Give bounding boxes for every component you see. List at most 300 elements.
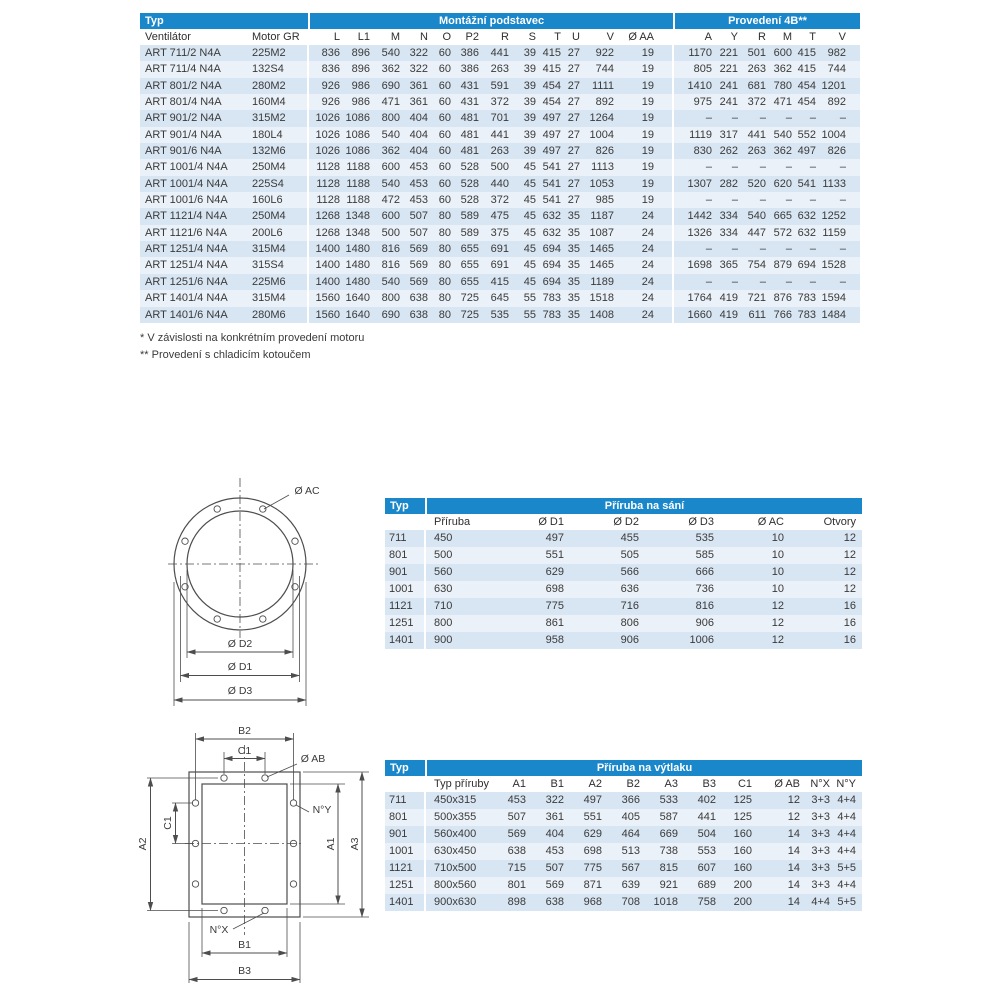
cell: ART 1001/6 N4A [145, 194, 228, 207]
cell: 45 [523, 161, 536, 174]
cell: 45 [523, 194, 536, 207]
cell: 415 [542, 47, 561, 59]
cell: 455 [620, 532, 639, 544]
cell: 10 [771, 566, 784, 578]
label-diameter-d3: Ø D3 [227, 685, 253, 697]
cell: 826 [595, 145, 614, 158]
cell: 900x630 [425, 894, 490, 911]
cell: 362 [773, 145, 792, 158]
cell: 694 [542, 243, 561, 256]
cell: 540 [773, 128, 792, 141]
cell: 365 [719, 259, 738, 272]
cell: 450 [425, 530, 490, 547]
cell: 386 [460, 47, 479, 59]
cell: 1268 [308, 225, 344, 241]
cell: 690 [381, 308, 400, 321]
cell: 500 [381, 226, 400, 239]
ac-leader-line [264, 495, 289, 509]
cell: – [759, 194, 766, 207]
cell: 587 [659, 811, 678, 823]
cell: 926 [308, 78, 344, 94]
cell: 10 [771, 532, 784, 544]
cell: 1348 [345, 210, 370, 223]
table-row [140, 290, 860, 306]
cell: 607 [697, 862, 716, 874]
cell: 1528 [821, 259, 846, 272]
cell: 3+3 [811, 828, 830, 840]
cell: 24 [641, 259, 654, 272]
cell: – [731, 275, 738, 288]
cell: 12 [843, 566, 856, 578]
cell: 1004 [821, 128, 846, 141]
column-header: M [770, 29, 796, 45]
cell: 19 [641, 96, 654, 109]
cell: 4+4 [837, 828, 856, 840]
suction-corner-typ: Typ [385, 498, 425, 514]
cell: 528 [460, 161, 479, 174]
label-a2: A2 [137, 837, 149, 851]
cell: 780 [773, 79, 792, 92]
cell: 14 [787, 862, 800, 874]
cell: 708 [621, 896, 640, 908]
bolt-holes [192, 775, 296, 914]
cell: 5+5 [837, 896, 856, 908]
cell: – [759, 161, 766, 174]
cell: 3+3 [811, 862, 830, 874]
cell: 454 [542, 96, 561, 109]
table-row [140, 110, 860, 126]
cell: – [731, 243, 738, 256]
cell: 454 [542, 79, 561, 92]
cell: 221 [719, 63, 738, 76]
cell: 505 [620, 549, 639, 561]
cell: – [731, 161, 738, 174]
cell: 60 [438, 47, 451, 59]
cell: 453 [409, 194, 428, 207]
cell: 801 [389, 811, 408, 823]
column-header: Otvory [788, 514, 862, 530]
label-ny: N°Y [312, 804, 332, 816]
suction-table-title: Příruba na sání [427, 498, 862, 514]
cell: – [839, 161, 846, 174]
cell: 16 [843, 600, 856, 612]
column-header: M [374, 29, 404, 45]
cell: 986 [351, 79, 370, 92]
cell: 263 [747, 145, 766, 158]
cell: 160 [733, 862, 752, 874]
cell: 27 [567, 63, 580, 76]
cell: ART 901/4 N4A [145, 128, 222, 141]
cell: 826 [827, 145, 846, 158]
column-header: T [796, 29, 820, 45]
suction-table-group-header [385, 498, 862, 514]
cell: 404 [545, 828, 564, 840]
cell: 16 [843, 617, 856, 629]
cell: 16 [843, 634, 856, 646]
table-row [385, 860, 862, 877]
table-row [385, 792, 862, 809]
cell: 263 [747, 63, 766, 76]
table-row [140, 45, 860, 61]
column-header: Ø AC [718, 514, 788, 530]
cell: 60 [438, 63, 451, 76]
cell: 540 [747, 210, 766, 223]
table-row [140, 127, 860, 143]
cell: 322 [409, 47, 428, 59]
table-row [140, 159, 860, 175]
cell: 892 [595, 96, 614, 109]
cell: ART 1251/4 N4A [145, 259, 228, 272]
cell: 14 [787, 845, 800, 857]
cell: 1480 [345, 259, 370, 272]
cell: 1086 [345, 112, 370, 125]
cell: 500x355 [425, 809, 490, 826]
cell: 132M6 [252, 145, 286, 158]
cell: – [839, 275, 846, 288]
cell: 14 [787, 879, 800, 891]
cell: 454 [797, 96, 816, 109]
discharge-table [385, 776, 862, 911]
cell: 27 [567, 47, 580, 59]
cell: 721 [747, 292, 766, 305]
cell: 80 [438, 292, 451, 305]
cell: 611 [748, 308, 766, 321]
cell: 1026 [308, 143, 344, 159]
cell: 632 [797, 210, 816, 223]
cell: 1188 [346, 194, 370, 207]
cell: 4+4 [837, 845, 856, 857]
cell: 1640 [345, 308, 370, 321]
label-diameter-d2: Ø D2 [227, 638, 253, 650]
cell: 19 [641, 79, 654, 92]
cell: – [785, 194, 792, 207]
group-header-version-4b: Provedení 4B** [675, 13, 860, 29]
nx-leader-line [233, 913, 264, 929]
cell: 504 [697, 828, 716, 840]
cell: 45 [523, 177, 536, 190]
cell: 816 [381, 259, 400, 272]
cell: – [809, 275, 816, 288]
column-header: A2 [568, 776, 606, 792]
label-b2: B2 [238, 725, 251, 737]
cell: 711 [389, 532, 407, 544]
column-header: B3 [682, 776, 720, 792]
cell: 986 [351, 96, 370, 109]
cell: ART 1251/6 N4A [145, 275, 228, 288]
cell: – [809, 112, 816, 125]
cell: 968 [583, 896, 602, 908]
cell: 1026 [308, 127, 344, 143]
cell: 638 [409, 292, 428, 305]
cell: 10 [771, 549, 784, 561]
cell: 24 [641, 210, 654, 223]
cell: 1408 [589, 308, 614, 321]
cell: 35 [567, 292, 580, 305]
cell: 322 [409, 63, 428, 76]
cell: 200 [733, 879, 752, 891]
column-header: Ø D2 [568, 514, 643, 530]
cell: 816 [695, 600, 714, 612]
cell: 431 [460, 96, 479, 109]
table-row [140, 94, 860, 110]
cell: 645 [490, 292, 509, 305]
column-header: A [673, 29, 716, 45]
cell: ART 1401/4 N4A [145, 292, 228, 305]
cell: 60 [438, 79, 451, 92]
cell: 225S4 [252, 177, 284, 190]
cell: 3+3 [811, 845, 830, 857]
cell: 898 [507, 896, 526, 908]
cell: 315M4 [252, 243, 286, 256]
cell: 497 [542, 112, 561, 125]
column-header: P2 [455, 29, 483, 45]
table-row [385, 632, 862, 649]
cell: 569 [409, 243, 428, 256]
cell: 783 [797, 308, 816, 321]
cell: 45 [523, 259, 536, 272]
column-header: S [513, 29, 540, 45]
column-header: L [308, 29, 344, 45]
cell: 35 [567, 275, 580, 288]
label-diameter-d1: Ø D1 [227, 661, 253, 673]
cell: 386 [460, 63, 479, 76]
cell: 419 [719, 308, 738, 321]
cell: 453 [409, 161, 428, 174]
cell: 1594 [821, 292, 846, 305]
suction-table [385, 514, 863, 649]
cell: 39 [523, 128, 536, 141]
cell: 1121 [389, 600, 413, 612]
cell: 540 [381, 177, 400, 190]
cell: – [759, 112, 766, 125]
cell: 45 [523, 210, 536, 223]
cell: 481 [460, 145, 479, 158]
column-header: Ø AA [618, 29, 673, 45]
cell: 5+5 [837, 862, 856, 874]
cell: ART 1251/4 N4A [145, 243, 228, 256]
cell: 1188 [346, 161, 370, 174]
column-header: C1 [720, 776, 756, 792]
cell: 19 [641, 194, 654, 207]
cell: 27 [567, 194, 580, 207]
column-header: L1 [344, 29, 374, 45]
cell: – [809, 194, 816, 207]
cell: 221 [719, 47, 738, 59]
column-header: Ø D3 [643, 514, 718, 530]
cell: 1465 [589, 259, 614, 272]
cell: 315S4 [252, 259, 284, 272]
cell: 901 [389, 566, 408, 578]
cell: 1518 [589, 292, 614, 305]
cell: 60 [438, 177, 451, 190]
cell: – [839, 194, 846, 207]
cell: 19 [641, 145, 654, 158]
cell: 1400 [308, 257, 344, 273]
cell: 35 [567, 243, 580, 256]
cell: 591 [490, 79, 509, 92]
cell: 1001 [389, 583, 414, 595]
cell: 507 [409, 210, 428, 223]
cell: 589 [460, 226, 479, 239]
cell: 1480 [345, 243, 370, 256]
cell: 55 [523, 292, 536, 305]
cell: 415 [797, 47, 816, 59]
cell: 497 [545, 532, 564, 544]
cell: 982 [827, 47, 846, 59]
cell: 630 [425, 581, 490, 598]
cell: 800x560 [425, 877, 490, 894]
cell: 836 [308, 61, 344, 77]
cell: 589 [460, 210, 479, 223]
cell: 80 [438, 243, 451, 256]
group-header-typ: Typ [140, 13, 308, 29]
cell: 19 [641, 47, 654, 59]
cell: 60 [438, 161, 451, 174]
discharge-table-group-header [385, 760, 862, 776]
cell: 27 [567, 96, 580, 109]
cell: 560 [425, 564, 490, 581]
cell: 892 [827, 96, 846, 109]
cell: 362 [773, 63, 792, 76]
cell: 513 [621, 845, 640, 857]
cell: 24 [641, 243, 654, 256]
cell: 552 [797, 128, 816, 141]
cell: 180L4 [252, 128, 283, 141]
cell: 441 [697, 811, 716, 823]
mounting-table [140, 29, 860, 323]
cell: 736 [695, 583, 714, 595]
mounting-dimensions-table [140, 13, 860, 323]
table-row [385, 809, 862, 826]
cell: 1121 [389, 862, 413, 874]
cell: ART 801/4 N4A [145, 96, 222, 109]
cell: 12 [843, 583, 856, 595]
cell: 535 [490, 308, 509, 321]
cell: 1006 [689, 634, 714, 646]
cell: 132S4 [252, 63, 284, 76]
cell: 701 [490, 112, 509, 125]
cell: 415 [797, 63, 816, 76]
table-row [140, 225, 860, 241]
cell: – [759, 275, 766, 288]
cell: 1660 [673, 307, 716, 323]
cell: 372 [747, 96, 766, 109]
cell: 1111 [591, 79, 614, 92]
cell: 45 [523, 243, 536, 256]
label-a1: A1 [325, 837, 337, 851]
cell: 200 [733, 896, 752, 908]
label-b3: B3 [238, 965, 251, 977]
cell: 1113 [591, 161, 614, 174]
cell: 500 [425, 547, 490, 564]
cell: 361 [409, 79, 428, 92]
table-row [140, 143, 860, 159]
cell: 1187 [590, 210, 614, 223]
column-header: Ø AB [756, 776, 804, 792]
cell: 1400 [308, 274, 344, 290]
cell: 315M2 [252, 112, 286, 125]
column-header: T [540, 29, 565, 45]
cell: 225M6 [252, 275, 286, 288]
cell: 1484 [821, 308, 846, 321]
cell: ART 1121/6 N4A [145, 226, 227, 239]
cell: 447 [747, 226, 766, 239]
cell: 453 [545, 845, 564, 857]
cell: 1128 [308, 192, 344, 208]
cell: 906 [620, 634, 639, 646]
table-row [385, 894, 862, 911]
cell: 1159 [822, 226, 846, 239]
cell: 638 [409, 308, 428, 321]
cell: 569 [545, 879, 564, 891]
cell: 560x400 [425, 826, 490, 843]
cell: 225M2 [252, 47, 286, 59]
cell: 481 [460, 112, 479, 125]
cell: 551 [545, 549, 564, 561]
cell: 541 [542, 177, 561, 190]
cell: 975 [673, 94, 716, 110]
cell: 1326 [673, 225, 716, 241]
table-row [140, 208, 860, 224]
cell: 80 [438, 275, 451, 288]
cell: 80 [438, 308, 451, 321]
cell: 24 [641, 226, 654, 239]
cell: 1465 [589, 243, 614, 256]
cell: 1401 [389, 634, 414, 646]
cell: 694 [542, 259, 561, 272]
cell: 1640 [345, 292, 370, 305]
cell: 1560 [308, 290, 344, 306]
cell: 632 [542, 226, 561, 239]
cell: 655 [460, 275, 479, 288]
cell: 263 [490, 63, 509, 76]
cell: 830 [673, 143, 716, 159]
cell: 871 [583, 879, 602, 891]
cell: 453 [507, 794, 526, 806]
cell: 35 [567, 226, 580, 239]
cell: – [759, 243, 766, 256]
cell: 836 [308, 45, 344, 61]
label-a3: A3 [349, 837, 361, 851]
cell: 540 [381, 47, 400, 59]
cell: ART 901/2 N4A [145, 112, 222, 125]
cell: 585 [695, 549, 714, 561]
cell: 694 [797, 259, 816, 272]
cell: 1189 [590, 275, 614, 288]
cell: 160L6 [252, 194, 283, 207]
cell: 507 [507, 811, 526, 823]
cell: 12 [771, 600, 784, 612]
cell: 1348 [345, 226, 370, 239]
ab-leader-line [267, 764, 297, 777]
cell: 475 [490, 210, 509, 223]
cell: 861 [545, 617, 564, 629]
cell: 19 [641, 161, 654, 174]
cell: 12 [787, 794, 800, 806]
cell: 35 [567, 259, 580, 272]
cell: 361 [545, 811, 564, 823]
cell: 497 [797, 145, 816, 158]
cell: 27 [567, 145, 580, 158]
cell: 766 [773, 308, 792, 321]
cell: 24 [641, 275, 654, 288]
label-diameter-ac: Ø AC [294, 485, 320, 497]
cell: – [839, 112, 846, 125]
cell: 1410 [673, 78, 716, 94]
cell: 698 [545, 583, 564, 595]
cell: 1086 [345, 128, 370, 141]
table-row [385, 581, 862, 598]
